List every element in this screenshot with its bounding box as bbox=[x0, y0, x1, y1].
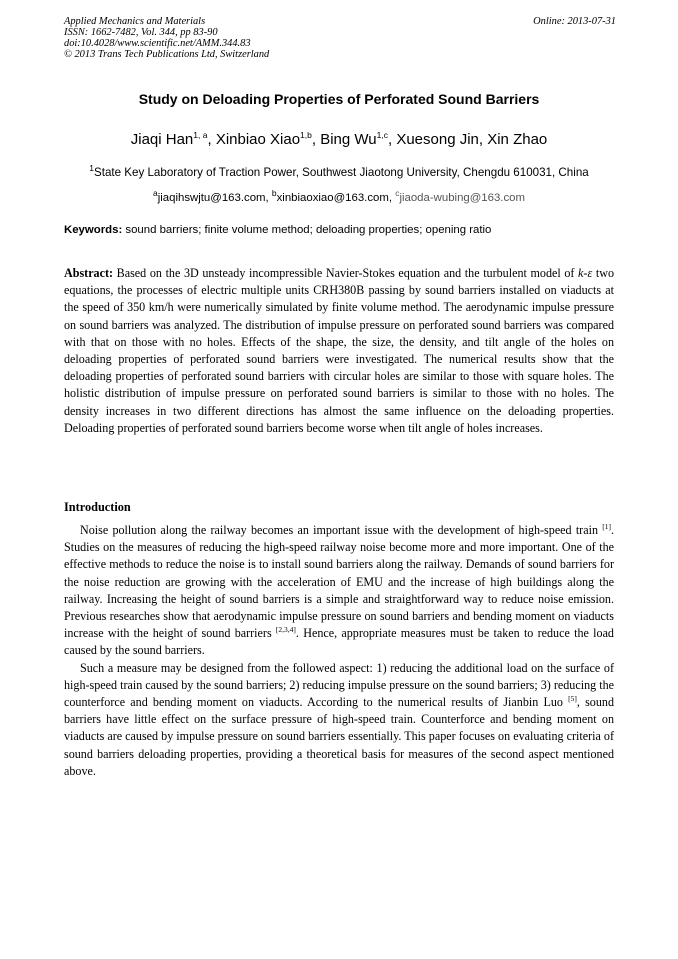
keywords bbox=[64, 224, 624, 236]
journal-issn: ISSN: 1662-7482, Vol. 344, pp 83-90 bbox=[64, 27, 218, 38]
online-date: Online: 2013-07-31 bbox=[533, 16, 616, 27]
citation[interactable]: [1] bbox=[602, 521, 611, 531]
author: Xuesong Jin, Xin Zhao bbox=[396, 131, 548, 148]
email-link[interactable]: xinbiaoxiao@163.com bbox=[276, 192, 389, 204]
paragraph: Such a measure may be designed from the followed aspect: 1) reducing the additional load on the surface of high-speed train caused by the sound barriers; 2) reducing impulse pressure on the sound barriers; 3) reducing the counterforce and bending moment on viaducts. According to the numerical results of Jianbin Luo [5], sound barriers have little effect on the surface pressure of high-speed train. Counterforce and bending moment on viaducts are caused by impulse pressure on sound barriers essentially. This paper focuses on evaluating criteria of sound barriers deloading properties, providing a theoretical basis for measures of the second aspect mentioned above. bbox=[64, 660, 614, 778]
email-link[interactable]: jiaoda-wubing@163.com bbox=[399, 192, 525, 204]
affiliation: $^1$State Key Laboratory of Traction Power, Southwest Jiaotong University, Chengdu 610031, China bbox=[89, 163, 589, 179]
abstract-label: Abstract: bbox=[64, 266, 114, 280]
keywords-label: Keywords: bbox=[64, 224, 123, 236]
abstract: Abstract: Based on the 3D unsteady incompressible Navier-Stokes equation and the turbulent model of k-ε two equations, the processes of electric multiple units CRH380B passing by sound barriers installed on viaducts at the speed of 350 km/h were numerically simulated by finite volume method. The aerodynamic impulse pressure on sound barriers was analyzed. The distribution of impulse pressure on perforated sound barriers was compared with that on those with no holes. Effects of the shape, the size, the density, and tilt angle of the holes on deloading properties of perforated sound barriers were investigated. The numerical results show that the deloading properties of perforated sound barriers with circular holes are similar to those with square holes. The holistic distribution of impulse pressure on perforated sound barriers is similar to those with no holes. The density increases in two different directions has almost the same influence on the deloading properties. Deloading properties of perforated sound barriers become worse when tilt angle of holes increases. bbox=[64, 266, 614, 435]
email-link[interactable]: jiaqihswjtu@163.com bbox=[157, 192, 266, 204]
author: Bing Wu$^{1,c}$, bbox=[320, 130, 397, 148]
journal-header bbox=[64, 16, 616, 60]
journal-name: Applied Mechanics and Materials bbox=[64, 16, 206, 27]
paper-title: Study on Deloading Properties of Perforated Sound Barriers bbox=[138, 91, 540, 107]
author: Jiaqi Han$^{1, a}$, bbox=[130, 130, 216, 148]
keywords-text: sound barriers; finite volume method; deloading properties; opening ratio bbox=[122, 224, 492, 236]
journal-copyright: © 2013 Trans Tech Publications Ltd, Switzerland bbox=[64, 49, 270, 60]
introduction-body bbox=[64, 522, 614, 780]
paragraph: Noise pollution along the railway becomes an important issue with the development of high-speed train [1]. Studies on the measures of reducing the high-speed railway noise become more and more important. One of the effective methods to reduce the noise is to install sound barriers along the railway. Demands of sound barriers for the noise reduction are growing with the acceleration of EMU and the increase of high buildings along the railway. Increasing the height of sound barriers is a simple and straightforward way to reduce noise emission. Previous researches show that aerodynamic impulse pressure on sound barriers and bending moment on viaducts increase with the height of sound barriers [2,3,4]. Hence, appropriate measures must be taken to reduce the load caused by the sound barriers. bbox=[64, 521, 614, 658]
citation[interactable]: [2,3,4] bbox=[275, 625, 296, 635]
author-list bbox=[0, 131, 678, 148]
section-heading-introduction: Introduction bbox=[64, 500, 131, 514]
journal-doi: doi:10.4028/www.scientific.net/AMM.344.83 bbox=[64, 38, 251, 49]
citation[interactable]: [5] bbox=[568, 694, 577, 703]
author: Xinbiao Xiao$^{1,b}$, bbox=[215, 130, 321, 148]
author-emails: $^a$jiaqihswjtu@163.com, $^b$xinbiaoxiao@163.com, $^c$jiaoda-wubing@163.com bbox=[152, 188, 525, 204]
